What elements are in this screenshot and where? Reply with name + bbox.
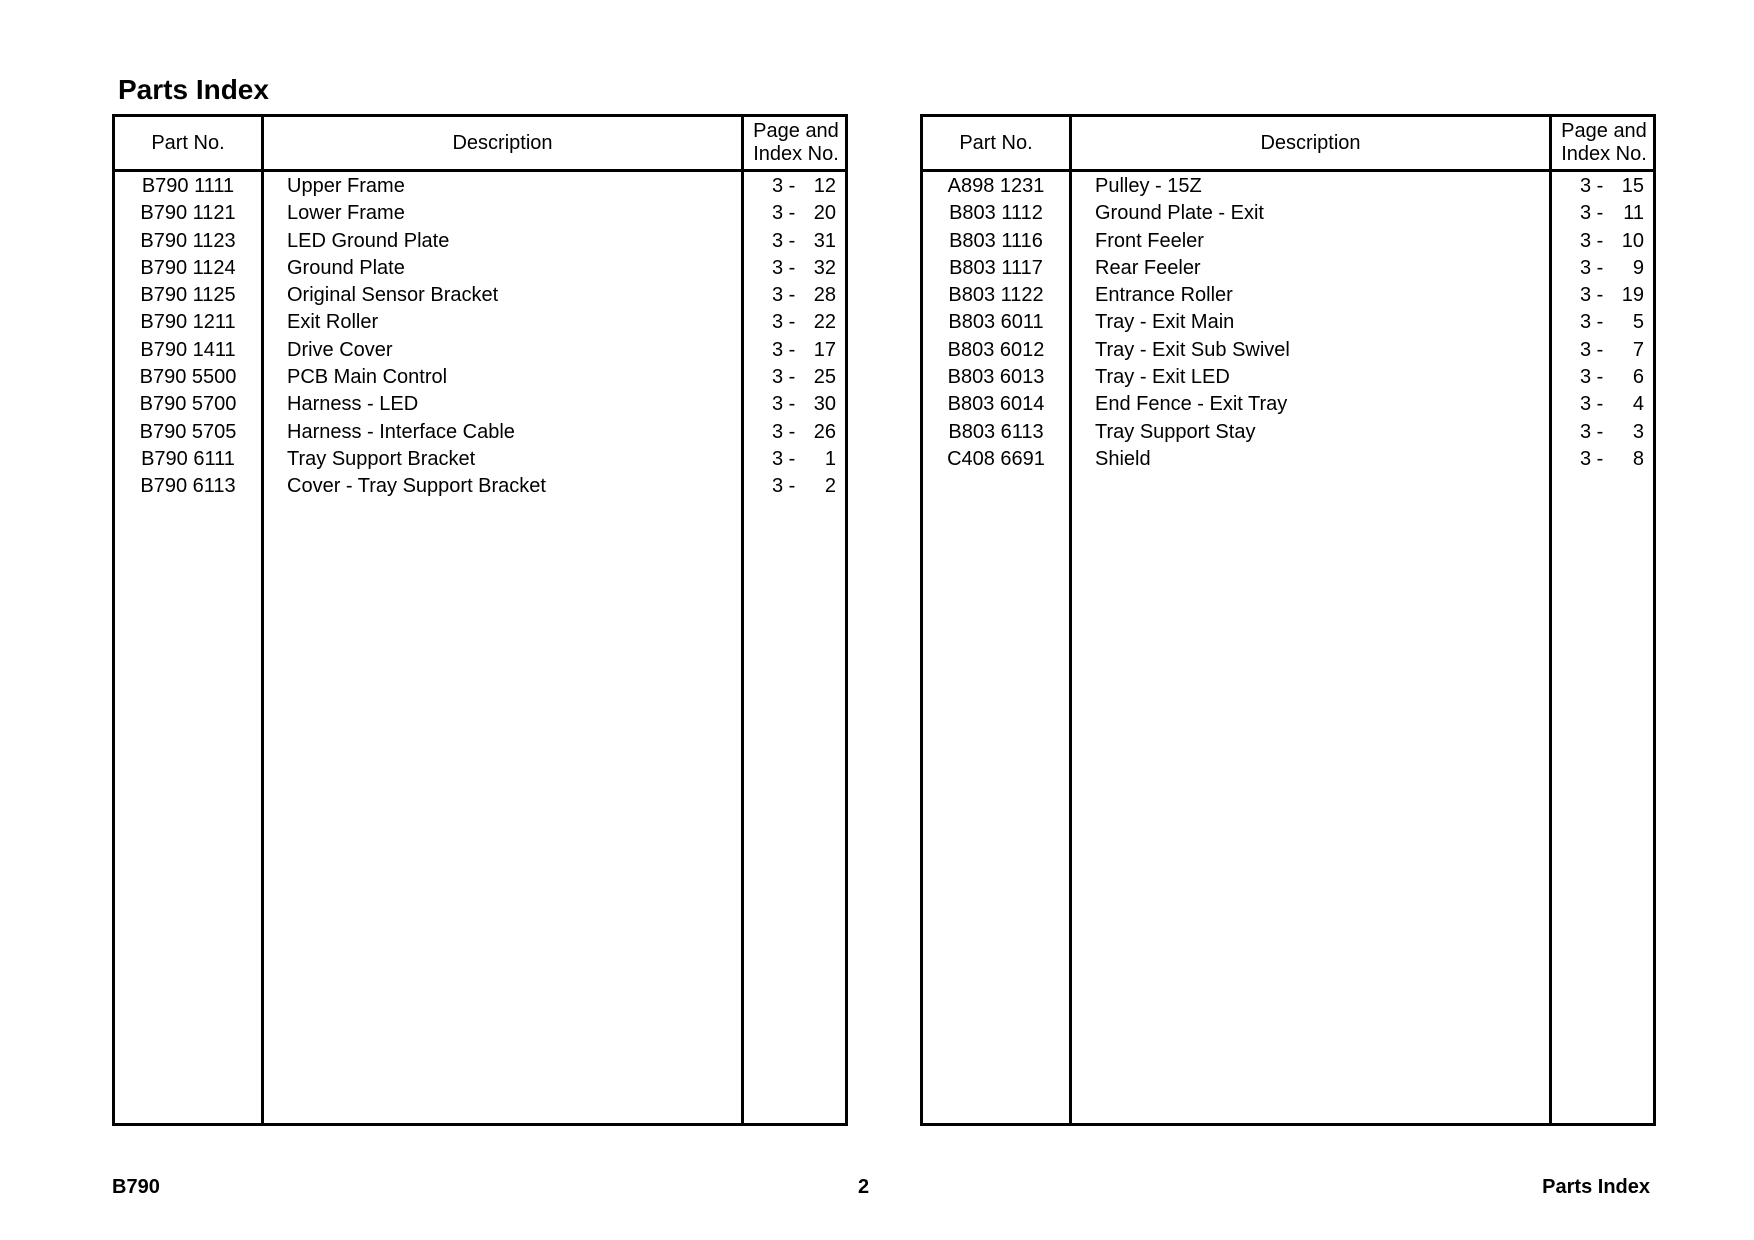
table-row	[115, 200, 845, 227]
description-cell: Harness - Interface Cable	[287, 420, 515, 443]
header-page-index-line2: Index No.	[1561, 143, 1647, 165]
description-cell: Tray - Exit Main	[1095, 311, 1235, 334]
header-divider	[115, 169, 845, 172]
description-cell: Shield	[1095, 447, 1151, 470]
index-number: 4	[1632, 393, 1644, 416]
description-cell: Pulley - 15Z	[1095, 175, 1202, 197]
table-row	[115, 337, 845, 364]
description-cell: Lower Frame	[287, 202, 405, 225]
header-page-index	[744, 117, 848, 169]
table-row	[923, 364, 1653, 391]
description-cell: Ground Plate	[287, 256, 405, 279]
chapter-number: 3 -	[772, 311, 796, 334]
part-number-cell: B790 1121	[140, 202, 236, 225]
index-number: 28	[813, 284, 836, 307]
description-cell: Tray Support Bracket	[287, 447, 476, 470]
part-number-cell: B803 1117	[949, 256, 1043, 279]
chapter-number: 3 -	[772, 338, 796, 361]
part-number-cell: B790 1125	[140, 284, 236, 307]
part-number-cell: B803 6012	[947, 338, 1045, 361]
part-number-cell: B790 6113	[140, 475, 236, 498]
chapter-number: 3 -	[1580, 202, 1604, 225]
part-number-cell: B790 5705	[139, 420, 237, 443]
table-rows	[115, 173, 845, 501]
part-number-cell: C408 6691	[947, 447, 1045, 470]
index-number: 26	[813, 420, 836, 443]
part-number-cell: B803 6011	[948, 311, 1044, 334]
description-cell: Rear Feeler	[1095, 256, 1201, 279]
index-number: 1	[824, 447, 836, 470]
index-number: 11	[1623, 202, 1644, 225]
index-number: 3	[1632, 420, 1644, 443]
header-description: Description	[452, 131, 553, 154]
header-part-no: Part No.	[959, 131, 1033, 154]
header-page-index	[1552, 117, 1656, 169]
part-number-cell: A898 1231	[947, 175, 1045, 197]
table-row	[923, 173, 1653, 200]
chapter-number: 3 -	[1580, 366, 1604, 389]
index-number: 30	[813, 393, 836, 416]
chapter-number: 3 -	[772, 175, 796, 197]
description-cell: End Fence - Exit Tray	[1095, 393, 1288, 416]
table-rows	[923, 173, 1653, 473]
table-row	[115, 228, 845, 255]
chapter-number: 3 -	[772, 202, 796, 225]
part-number-cell: B803 1112	[949, 202, 1043, 225]
part-number-cell: B790 1111	[141, 175, 235, 197]
chapter-number: 3 -	[772, 447, 796, 470]
index-number: 9	[1632, 256, 1644, 279]
description-cell: Upper Frame	[287, 175, 405, 197]
part-number-cell: B790 1124	[140, 256, 236, 279]
chapter-number: 3 -	[772, 229, 796, 252]
table-row	[923, 446, 1653, 473]
table-row	[115, 364, 845, 391]
part-number-cell: B803 1122	[948, 284, 1044, 307]
index-number: 8	[1632, 447, 1644, 470]
table-row	[115, 391, 845, 418]
table-row	[923, 391, 1653, 418]
header-part-no: Part No.	[151, 131, 225, 154]
footer-section: Parts Index	[1542, 1176, 1650, 1198]
table-row	[115, 282, 845, 309]
chapter-number: 3 -	[1580, 175, 1604, 197]
table-row	[115, 255, 845, 282]
header-page-index-line1: Page and	[1561, 120, 1647, 142]
table-row	[923, 337, 1653, 364]
index-number: 15	[1621, 175, 1644, 197]
chapter-number: 3 -	[1580, 229, 1604, 252]
header-divider	[923, 169, 1653, 172]
chapter-number: 3 -	[772, 366, 796, 389]
chapter-number: 3 -	[1580, 447, 1604, 470]
table-row	[115, 173, 845, 200]
chapter-number: 3 -	[1580, 420, 1604, 443]
header-description: Description	[1260, 131, 1361, 154]
description-cell: LED Ground Plate	[287, 229, 450, 252]
chapter-number: 3 -	[772, 256, 796, 279]
part-number-cell: B803 1116	[949, 229, 1043, 252]
header-page-index-line1: Page and	[753, 120, 839, 142]
chapter-number: 3 -	[1580, 256, 1604, 279]
part-number-cell: B803 6113	[948, 420, 1044, 443]
part-number-cell: B790 1123	[140, 229, 236, 252]
table-row	[115, 473, 845, 500]
index-number: 20	[813, 202, 836, 225]
table-row	[923, 200, 1653, 227]
table-row	[923, 255, 1653, 282]
chapter-number: 3 -	[1580, 284, 1604, 307]
chapter-number: 3 -	[772, 475, 796, 498]
description-cell: Tray - Exit Sub Swivel	[1095, 338, 1290, 361]
part-number-cell: B790 5500	[139, 366, 237, 389]
table-row	[115, 419, 845, 446]
table-row	[923, 309, 1653, 336]
description-cell: Drive Cover	[287, 338, 393, 361]
header-page-index-line2: Index No.	[753, 143, 839, 165]
index-number: 5	[1632, 311, 1644, 334]
part-number-cell: B803 6013	[947, 366, 1045, 389]
chapter-number: 3 -	[772, 393, 796, 416]
description-cell: Harness - LED	[287, 393, 419, 416]
chapter-number: 3 -	[772, 284, 796, 307]
index-number: 6	[1632, 366, 1644, 389]
page-title: Parts Index	[118, 74, 269, 105]
index-number: 22	[813, 311, 836, 334]
description-cell: Cover - Tray Support Bracket	[287, 475, 546, 498]
parts-table-right	[920, 114, 1656, 1126]
description-cell: PCB Main Control	[287, 366, 448, 389]
index-number: 17	[813, 338, 836, 361]
description-cell: Front Feeler	[1095, 229, 1204, 252]
part-number-cell: B790 5700	[139, 393, 237, 416]
table-row	[923, 282, 1653, 309]
parts-table-left	[112, 114, 848, 1126]
description-cell: Original Sensor Bracket	[287, 284, 499, 307]
description-cell: Entrance Roller	[1095, 284, 1233, 307]
part-number-cell: B790 1211	[140, 311, 236, 334]
part-number-cell: B790 6111	[141, 447, 235, 470]
chapter-number: 3 -	[772, 420, 796, 443]
table-row	[923, 419, 1653, 446]
chapter-number: 3 -	[1580, 393, 1604, 416]
index-number: 7	[1632, 338, 1644, 361]
index-number: 19	[1621, 284, 1644, 307]
index-number: 10	[1621, 229, 1644, 252]
description-cell: Tray - Exit LED	[1095, 366, 1230, 389]
index-number: 2	[824, 475, 836, 498]
table-row	[115, 309, 845, 336]
chapter-number: 3 -	[1580, 338, 1604, 361]
index-number: 31	[813, 229, 836, 252]
part-number-cell: B790 1411	[140, 338, 236, 361]
index-number: 25	[813, 366, 836, 389]
table-row	[923, 228, 1653, 255]
table-row	[115, 446, 845, 473]
index-number: 32	[813, 256, 836, 279]
footer-page-number: 2	[858, 1176, 870, 1198]
description-cell: Ground Plate - Exit	[1095, 202, 1264, 225]
footer-model: B790	[112, 1176, 160, 1198]
chapter-number: 3 -	[1580, 311, 1604, 334]
description-cell: Tray Support Stay	[1095, 420, 1256, 443]
description-cell: Exit Roller	[287, 311, 379, 334]
part-number-cell: B803 6014	[947, 393, 1045, 416]
index-number: 12	[813, 175, 836, 197]
